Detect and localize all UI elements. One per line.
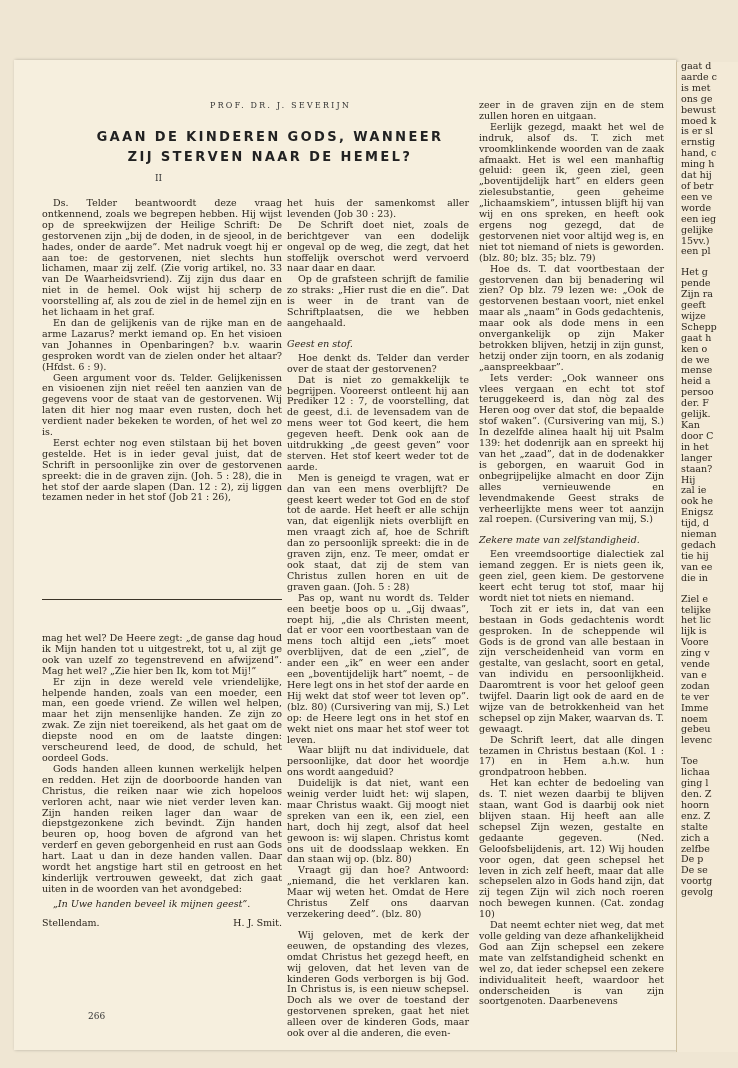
paragraph: Het kan echter de bedoeling van ds. T. niet wezen daarbij te blijven staan, want God is daarbij ook niet blijven staan. Hij heeft aan alle schepsel Zijn wezen, gestalte en gedaante gegeven. (Ned. Geloofsbelijdenis, art. 12) Wij houden voor ogen, dat geen schepsel het leven in zich zelf heeft, maar dat alle schepselen alzo in Gods hand zijn, dat zij tegen Zijn wil zich noch roeren noch bewegen kunnen. (Cat. zondag 10) (479, 778, 664, 921)
next-page-line: gelijke (681, 224, 714, 236)
next-page-line: hand, c (681, 148, 717, 160)
paragraph: Vraagt gij dan hoe? Antwoord: „niemand, die het verklaren kan. Maar wij weten het. Omdat de Here Christus Zelf ons daarvan verzekering deed”. (blz. 80) (287, 865, 469, 920)
article-title (60, 128, 480, 168)
next-page-line: in het (681, 441, 709, 453)
column-1-top (42, 199, 282, 599)
next-page-line: van ee (681, 561, 713, 573)
next-page-line: is met (681, 82, 711, 94)
next-page-line: De se (681, 865, 708, 877)
next-page-line: de we (681, 354, 710, 366)
next-page-line: het lic (681, 615, 711, 627)
next-page-line: geeft (681, 300, 706, 312)
section-heading: Geest en stof. (287, 338, 353, 350)
next-page-line: mense (681, 365, 713, 377)
paragraph: mag het wel? De Heere zegt: „de ganse dag houd ik Mijn handen tot u uitgestrekt, tot u, al zijt ge ook van uzelf zo tegenstrevend en afwijzend”. Mag het wel? „Zie hier ben Ik, kom tot Mij!” (42, 633, 282, 677)
paragraph: En dan de gelijkenis van de rijke man en de arme Lazarus? merkt iemand op. En het visioen van Johannes in Openbaringen? b.v. waarin gesproken wordt van de zielen onder het altaar? (Hfdst. 6 : 9). (42, 317, 282, 373)
next-page-line: te ver (681, 691, 709, 703)
next-page-line: Enigsz (681, 507, 714, 519)
next-page-line: Zijn ra (681, 289, 713, 301)
paragraph: Er zijn in deze wereld vele vriendelijke, helpende handen, zoals van een moeder, een man, een goede vriend. Ze willen wel helpen, maar het zijn mensenlijke handen. Ze zijn zo zwak. Ze zijn niet toereikend, als het gaat om de diepste nood en om de laatste dingen: verscheurend leed, de dood, de schuld, het oordeel Gods. (42, 676, 282, 764)
column-1-bottom (42, 634, 282, 1004)
next-page-line: ken o (681, 343, 708, 355)
next-page-line: gelijk. (681, 409, 711, 421)
next-page-line: tijd, d (681, 518, 710, 530)
paragraph: Toch zit er iets in, dat van een bestaan in Gods gedachtenis wordt gesproken. In de scheppende wil Gods is de grond van alle bestaan in zijn verscheidenheid van vorm en gestalte, van geslacht, soort en getal, van individu en persoonlijkheid. Daaromtrent is voor het geloof geen twijfel. Daarin ligt ook de aard en de wijze van de betrokkenheid van het schepsel op zijn Maker, waarvan ds. T. gewaagt. (479, 603, 664, 735)
paragraph: Wij geloven, met de kerk der eeuwen, de opstanding des vlezes, omdat Christus het gezegd heeft, en wij geloven, dat het leven van de kinderen Gods verborgen is bij God. In Christus is, is een nieuw schepsel. Doch als we over de toestand der gestorvenen spreken, gaat het niet alleen over de kinderen Gods, maar ook over al die anderen, die even- (287, 929, 469, 1040)
next-page-line: Ziel e (681, 593, 708, 605)
paragraph: Een vreemdsoortige dialectiek zal iemand zeggen. Er is niets geen ik, geen ziel, geen kiem. De gestorvene keert echt terug tot stof, maar hij wordt niet tot niets en niemand. (479, 549, 664, 604)
next-page-line: Kan (681, 420, 700, 431)
part-number: II (155, 174, 163, 184)
paragraph: De Schrift leert, dat alle dingen tezamen in Christus bestaan (Kol. 1 : 17) en in Hem a.h.w. hun grondpatroon hebben. (479, 734, 664, 779)
signature (42, 919, 282, 930)
next-page-line: Het g (681, 267, 708, 279)
signature-place: Stellendam. (42, 917, 100, 929)
next-page-line: staan? (681, 463, 713, 475)
next-page-line: worde (681, 202, 712, 214)
next-page-line: ook he (681, 496, 713, 508)
next-page-line: nieman (681, 529, 717, 541)
next-page-line: tie hij (681, 550, 709, 562)
next-page-line: den. Z (681, 789, 712, 800)
title-line-1: GAAN DE KINDEREN GODS, WANNEER (96, 130, 444, 145)
next-page-line: ernstig (681, 137, 716, 149)
next-page-line: telijke (681, 604, 711, 616)
paragraph: Iets verder: „Ook wanneer ons vlees vergaan en echt tot stof teruggekeerd is, dan nòg zal des Heren oog over dat stof, die bepaalde stof waken”. (Cursivering van mij, S.) In dezelfde alinea haalt hij uit Psalm 139: het dodenrijk aan en spreekt hij van het „zaad”, dat in de dodenakker is geborgen, en waaruit God in onbegrijpelijke almacht en door Zijn alles vernieuwende en levendmakende Geest straks de verheerlijkte mens weer tot aanzijn zal roepen. (Cursivering van mij, S.) (479, 372, 664, 526)
column-divider-rule (42, 599, 282, 600)
next-page-line: of betr (681, 180, 714, 192)
next-page-line: bewust (681, 104, 716, 116)
next-page-line: gebeu (681, 724, 711, 736)
closing-quote: „In Uwe handen beveel ik mijnen geest”. (53, 898, 251, 910)
column-2 (287, 198, 469, 1040)
title-line-2: ZIJ STERVEN NAAR DE HEMEL? (127, 150, 413, 165)
next-page-line: enz. Z (681, 810, 711, 822)
paragraph: Gods handen alleen kunnen werkelijk helpen en redden. Het zijn de doorboorde handen van Christus, die reiken naar wie zich hopeloos verloren acht, naar wie niet verder leven kan. Zijn handen reiken lager dan waar de diepstgezonkene zich bevindt. Zijn handen beuren op, hoog boven de afgrond van het verderf en geven geborgenheid en rust aan Gods hart. Laat u dan in deze handen vallen. Daar wordt het angstige hart stil en getroost en het kinderlijk vertrouwen geweekt, dat zich gaat uiten in de woorden van het avondgebed: (42, 763, 282, 895)
next-page-line: een pl (681, 246, 711, 258)
paragraph: De Schrift doet niet, zoals de berichtgever van een dodelijk ongeval op de weg, die zegt, dat het stoffelijk overschot werd vervoerd naar daar en daar. (287, 219, 469, 275)
next-page-line: zich a (681, 832, 710, 844)
paragraph: het huis der samenkomst aller levenden (Job 30 : 23). (287, 198, 469, 220)
next-page-line: Toe (681, 756, 698, 768)
paragraph: Men is geneigd te vragen, wat er dan van een mens overblijft? De geest keert weder tot God en de stof tot de aarde. Het heeft er alle schijn van, dat eigenlijk niets overblijft en men vraagt zich af, hoe de Schrift dan zo persoonlijk spreekt: die in de graven zijn, enz. Te meer, omdat er ook staat, dat zij de stem van Christus zullen horen en uit de graven gaan. (Joh. 5 : 28) (287, 472, 469, 593)
next-page-line: zelfbe (681, 843, 710, 855)
paragraph: Ds. Telder beantwoordt deze vraag ontkennend, zoals we begrepen hebben. Hij wijst op de spreekwijzen der Heilige Schrift: De gestorvenen zijn „bij de doden, in de sjeool, in de hades, onder de aarde”. Met nadruk voegt hij er aan toe: de gestorvenen, niet slechts hun lichamen, maar zij zelf. (Zie vorig artikel, no. 33 van De Waarheidsvriend). Zij zijn dus daar en niet in de hemel. Ook wijst hij scherp de voorstelling af, als zou de ziel in de hemel zijn en het lichaam in het graf. (42, 198, 282, 319)
next-page-line: moed k (681, 115, 717, 127)
paragraph: Pas op, want nu wordt ds. Telder een beetje boos op u. „Gij dwaas”, roept hij, „die als Christen meent, dat er voor een voortbestaan van de mens toch altijd een „iets” moet overblijven, dat de een „ziel”, de ander een „ik” en weer een ander een „boventijdelijk hart” noemt, – de Here legt ons in het stof der aarde en Hij wekt dat stof weer tot leven op”. (blz. 80) (Cursivering van mij, S.) Let op: de Heere legt ons in het stof en wekt niet ons maar het stof weer tot leven. (287, 592, 469, 746)
next-page-line: gaat h (681, 332, 712, 344)
next-page-line: ons ge (681, 93, 713, 105)
paragraph: Op de grafsteen schrijft de familie zo straks: „Hier rust die en die”. Dat is weer in de trant van de Schriftplaatsen, die we hebben aangehaald. (287, 274, 469, 329)
next-page-line: ming h (681, 159, 715, 171)
next-page-line: aarde c (681, 71, 717, 83)
next-page-line: wijze (681, 310, 706, 322)
next-page-line: lichaa (681, 767, 710, 779)
next-page-line: heid a (681, 376, 711, 388)
paragraph: Dat is niet zo gemakkelijk te begrijpen. Vooreerst ontleent hij aan Prediker 12 : 7, de voorstelling, dat de geest, d.i. de levensadem van de mens weer tot God keert, die hem gegeven heeft. Denk ook aan de uitdrukking „de geest geven” voor sterven. Het stof keert weder tot de aarde. (287, 374, 469, 473)
page-number: 266 (88, 1012, 106, 1022)
next-page-line: is er sl (681, 126, 714, 138)
next-page-strip (676, 62, 738, 1052)
next-page-line: Schepp (681, 321, 717, 333)
next-page-line: Imme (681, 702, 709, 714)
paragraph: Dat neemt echter niet weg, dat met volle gelding van deze afhankelijkheid God aan Zijn schepsel een zekere mate van zelfstandigheid schenkt en wel zo, dat ieder schepsel een zekere individualiteit heeft, waardoor het onderscheiden is van zijn soortgenoten. Daarbenevens (479, 920, 664, 1008)
section-heading: Zekere mate van zelfstandigheid. (479, 535, 640, 547)
next-page-line: die in (681, 572, 708, 584)
next-page-line: stalte (681, 821, 708, 833)
next-page-line: persoo (681, 387, 714, 399)
signature-name: H. J. Smit. (233, 917, 282, 929)
next-page-line: levenc (681, 735, 713, 747)
paragraph: Eerst echter nog even stilstaan bij het boven gestelde. Het is in ieder geval juist, dat de Schrift in persoonlijke zin over de gestorvenen spreekt: die in de graven zijn. (Joh. 5 : 28), die in het stof der aarde slapen (Dan. 12 : 2), zij liggen tezamen neder in het stof (Job 21 : 26), (42, 437, 282, 504)
next-page-line: Voore (681, 637, 709, 649)
next-page-line: gaat d (681, 62, 712, 72)
paragraph: Eerlijk gezegd, maakt het wel de indruk, alsof ds. T. zich met vroomklinkende woorden van de zaak afmaakt. Het is wel een manhaftig geluid: geen ik, geen ziel, geen „boventijdelijk hart” en elders geen zielesubstantie, geen geheime „lichaamskiem”, intussen blijft hij van wij en ons spreken, en heeft ook ergens nog gezegd, dat de gestorvenen niet voor altijd weg is, en niet tot niemand of niets is geworden. (blz. 80; blz. 35; blz. 79) (479, 121, 664, 264)
paragraph: Duidelijk is dat niet, want een weinig verder luidt het: wij slapen, maar Christus waakt. Gij moogt niet spreken van een ik, een ziel, een hart, doch hij zegt, alsof dat heel gewoon is: wij slapen. Christus komt ons uit de doodsslaap wekken. En dan staan wij op. (blz. 80) (287, 778, 469, 866)
next-page-line: van e (681, 669, 707, 681)
next-page-line: dat hij (681, 170, 712, 182)
next-page-line: gevolg (681, 887, 713, 899)
next-page-line: vende (681, 659, 710, 671)
next-page-line: ging l (681, 778, 709, 790)
next-page-line: Hij (681, 474, 696, 486)
next-page-line: noem (681, 713, 708, 725)
next-page-line: langer (681, 452, 713, 464)
next-page-line: hoorn (681, 799, 710, 811)
paragraph: Hoe ds. T. dat voortbestaan der gestorvenen dan bij benadering wil zien? Op blz. 79 lezen we: „Ook de gestorvenen bestaan voort, niet enkel maar als „naam” in Gods gedachtenis, maar ook als dode mens in een onvergankelijk op zijn Maker betrokken blijven, hetzij in zijn gunst, hetzij onder zijn toorn, en als zodanig „aanspreekbaar”. (479, 263, 664, 373)
next-page-line: voortg (681, 876, 713, 888)
next-page-line: een ieg (681, 213, 717, 225)
next-page-line: pende (681, 278, 711, 290)
column-3 (479, 100, 664, 1008)
next-page-line: 15vv.) (681, 235, 710, 247)
next-page-line: der. F (681, 398, 709, 410)
paragraph: Hoe denkt ds. Telder dan verder over de staat der gestorvenen? (287, 352, 469, 375)
next-page-line: een ve (681, 191, 713, 203)
next-page-line: De p (681, 854, 704, 866)
next-page-line: zing v (681, 648, 710, 660)
paragraph: zeer in de graven zijn en de stem zullen horen en uitgaan. (479, 100, 664, 122)
running-header-author: PROF. DR. J. SEVERIJN (210, 101, 352, 110)
next-page-line: gedach (681, 539, 716, 551)
next-page-line: zal ie (681, 485, 707, 497)
paragraph: Waar blijft nu dat individuele, dat persoonlijke, dat door het woordje ons wordt aangeduid? (287, 745, 469, 779)
next-page-line: lijk is (681, 626, 707, 638)
next-page-line: zodan (681, 680, 710, 692)
paragraph: Geen argument voor ds. Telder. Gelijkenissen en visioenen zijn niet reëel ten aanzien van de gegevens voor de staat van de gestorvenen. Wij laten dit hier nog maar even rusten, doch het verdient nader bekeken te worden, of het wel zo is. (42, 372, 282, 439)
next-page-line: door C (681, 430, 714, 442)
